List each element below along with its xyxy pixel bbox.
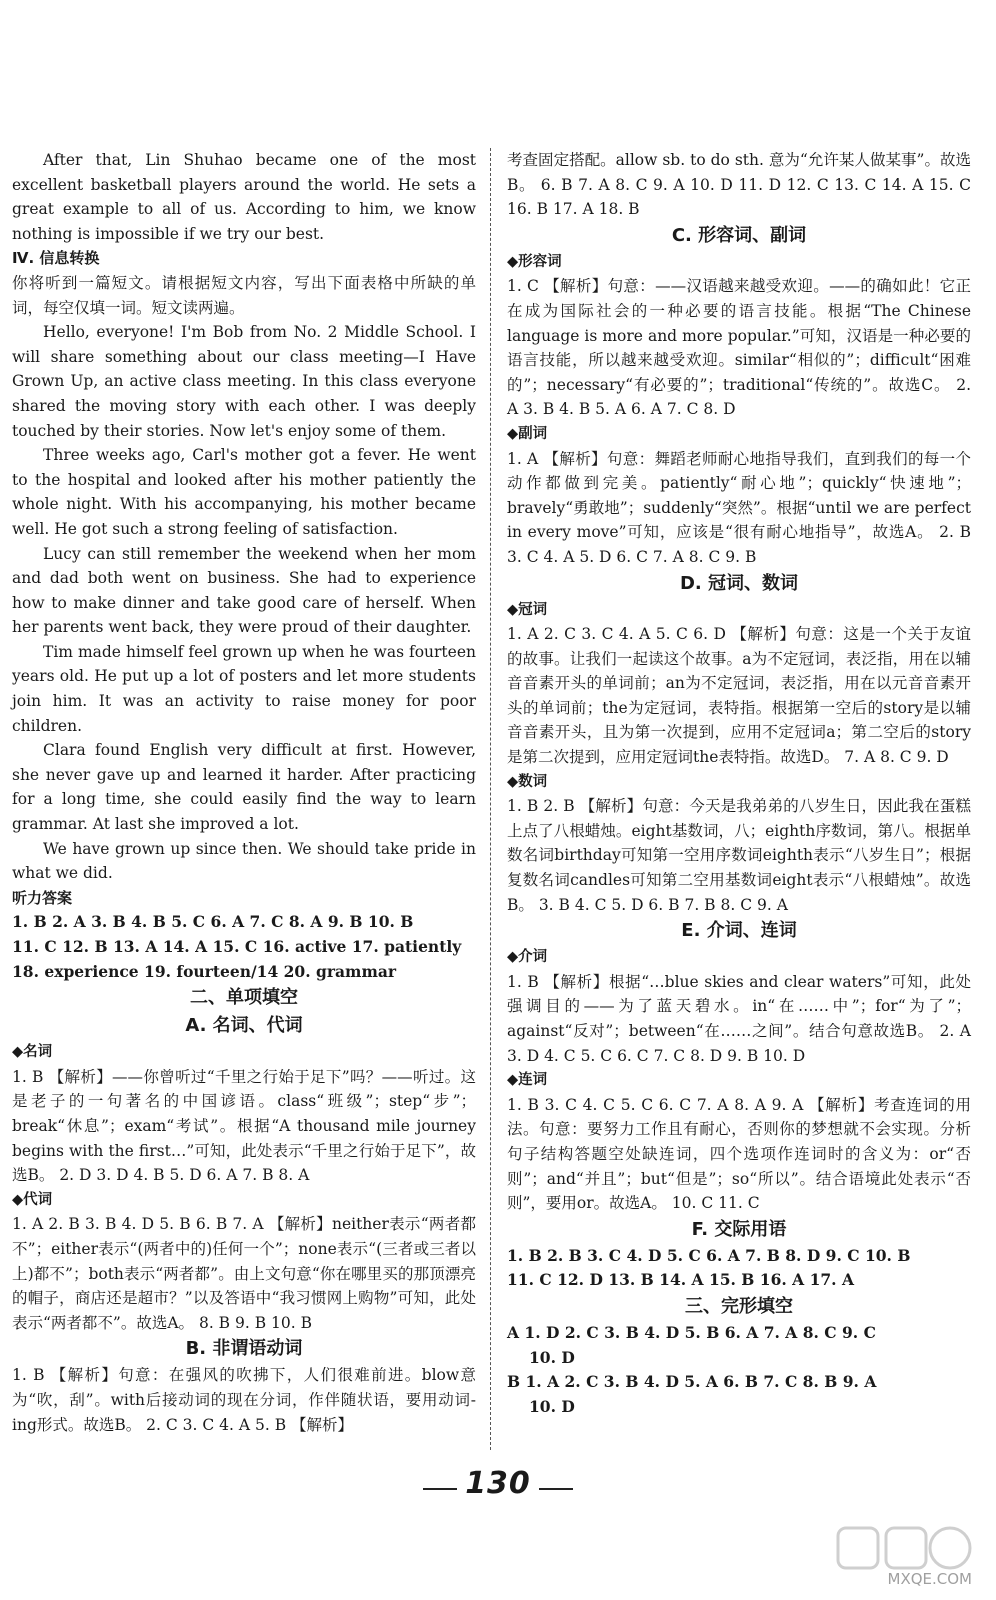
answer-explanation: 1. A 2. C 3. C 4. A 5. C 6. D 【解析】句意：这是一个关于友谊的故事。让我们一起读这个故事。a为不定冠词，表泛指，用在以辅音音素开头的单词前；an为不定冠词，表泛指，用在以元音音素开头的单词前；the为定冠词，表特指。根据第一空后的story是以辅音音素开头，且为第一次提到，应用不定冠词a；第二空后的story是第二次提到，应用定冠词the表特指。故选D。 7. A 8. C 9. D (507, 625, 971, 767)
footer-dash-right (539, 1488, 573, 1490)
answer-line: A 1. D 2. C 3. B 4. D 5. B 6. A 7. A 8. C 9. C (507, 1322, 876, 1342)
part-title-single-choice: 二、单项填空 (190, 987, 298, 1009)
subsection-title-conjunctions: ◆连词 (507, 1072, 548, 1089)
left-column (12, 148, 476, 1437)
answer-explanation: 1. B 【解析】根据“…blue skies and clear waters”可知，此处强调目的——为了蓝天碧水。in“在……中”；for“为了”；against“反对”；between“在……之间”。结合句意故选B。 2. A 3. D 4. C 5. C 6. C 7. C 8. D 9. B 10. D (507, 972, 971, 1065)
answer-explanation: 1. B 2. B 【解析】句意：今天是我弟弟的八岁生日，因此我在蛋糕上点了八根蜡烛。eight基数词，八；eighth序数词，第八。根据单数名词birthday可知第一空用序数词eighth表示“八岁生日”；根据复数名词candles可知第二空用基数词eight表示“八根蜡烛”。故选B。 3. B 4. C 5. D 6. B 7. B 8. C 9. A (507, 797, 971, 914)
section-title-nonfinite-verbs: B. 非谓语动词 (185, 1338, 303, 1360)
section-title-prepositions-conjunctions: E. 介词、连词 (681, 920, 797, 942)
passage-paragraph: After that, Lin Shuhao became one of the most excellent basketball players around the world. He sets a great example to all of us. According to him, we know nothing is impossible if we try our best. (12, 151, 476, 243)
subsection-title-pronouns: ◆代词 (12, 1191, 53, 1208)
passage-paragraph: Tim made himself feel grown up when he was fourteen years old. He put up a lot of posters and let more students join him. It was an activity to raise money for poor children. (12, 642, 476, 735)
section-title-adjectives-adverbs: C. 形容词、副词 (671, 224, 807, 246)
subsection-title-numerals: ◆数词 (507, 773, 548, 790)
passage-paragraph: Hello, everyone! I'm Bob from No. 2 Middle School. I will share something about our class meeting—I Have Grown Up, an active class meeting. In this class everyone shared the moving story with each other. I was deeply touched by their stories. Now let's enjoy some of them. (12, 323, 476, 440)
answer-line: B 1. A 2. C 3. B 4. D 5. A 6. B 7. C 8. B 9. A (507, 1372, 877, 1392)
part-title-cloze: 三、完形填空 (685, 1295, 793, 1317)
passage-paragraph: Clara found English very difficult at first. However, she never gave up and learned it harder. After practicing for a long time, she could easily find the way to learn grammar. At last she improved a lot. (12, 741, 476, 834)
section-title-info-transfer: Ⅳ. 信息转换 (12, 249, 100, 268)
answer-explanation: 考查固定搭配。allow sb. to do sth. 意为“允许某人做某事”。故选B。 6. B 7. A 8. C 9. A 10. D 11. D 12. C 13. C 14. A 15. C 16. B 17. A 18. B (507, 151, 971, 219)
answer-explanation: 1. B 3. C 4. C 5. C 6. C 7. A 8. A 9. A 【解析】考查连词的用法。句意：要努力工作且有耐心，否则你的梦想就不会实现。分析句子结构答题空处缺连词，四个选项作连词时的含义为：or“否则”；and“并且”；but“但是”；so“所以”。结合语境此处表示“否则”，要用or。故选A。 10. C 11. C (507, 1095, 971, 1213)
answer-explanation: 1. B 【解析】句意：在强风的吹拂下，人们很难前进。blow意为“吹，刮”。with后接动词的现在分词，作伴随状语，要用动词-ing形式。故选B。 2. C 3. C 4. A 5. B 【解析】 (12, 1366, 476, 1434)
answer-line: 1. B 2. B 3. C 4. D 5. C 6. A 7. B 8. D 9. C 10. B (507, 1245, 911, 1265)
passage-paragraph: Lucy can still remember the weekend when her mom and dad both went on business. She had to experience how to make dinner and take good care of herself. When her parents went back, they were proud of their daughter. (12, 544, 476, 637)
footer-dash-left (423, 1488, 457, 1490)
answer-explanation: 1. A 【解析】句意：舞蹈老师耐心地指导我们，直到我们的每一个动作都做到完美。patiently“耐心地”；quickly“快速地”；bravely“勇敢地”；suddenly“突然”。根据“until we are perfect in every move”可知，应该是“很有耐心地指导”，故选A。 2. B 3. C 4. A 5. D 6. C 7. A 8. C 9. B (507, 449, 971, 566)
answer-explanation: 1. B 【解析】——你曾听过“千里之行始于足下”吗？——听过。这是老子的一句著名的中国谚语。class“班级”；step“步”；break“休息”；exam“考试”。根据“A thousand mile journey begins with the first…”可知，此处表示“千里之行始于足下”，故选B。 2. D 3. D 4. B 5. D 6. A 7. B 8. A (12, 1067, 476, 1185)
passage-paragraph: Three weeks ago, Carl's mother got a fever. He went to the hospital and looked after his mother patiently the whole night. With his accompanying, his mother became well. He got such a strong feeling of satisfaction. (12, 446, 476, 538)
subsection-title-nouns: ◆名词 (12, 1044, 53, 1061)
section-title-nouns-pronouns: A. 名词、代词 (185, 1015, 303, 1037)
page-footer (0, 1466, 996, 1501)
section-title-communication: F. 交际用语 (691, 1218, 787, 1240)
answer-line: 10. D (529, 1347, 575, 1367)
right-column (507, 148, 971, 1419)
section-title-articles-numerals: D. 冠词、数词 (679, 572, 799, 594)
subsection-title-articles: ◆冠词 (507, 601, 548, 618)
passage-paragraph: We have grown up since then. We should take pride in what we did. (12, 839, 476, 883)
answer-line: 11. C 12. B 13. A 14. A 15. C 16. active 17. patiently (12, 937, 462, 956)
subsection-title-adverbs: ◆副词 (507, 425, 548, 442)
answer-line: 1. B 2. A 3. B 4. B 5. C 6. A 7. C 8. A 9. B 10. B (12, 912, 414, 932)
answer-line: 11. C 12. D 13. B 14. A 15. B 16. A 17. A (507, 1270, 854, 1290)
answer-line: 18. experience 19. fourteen/14 20. grammar (12, 961, 397, 981)
answer-explanation: 1. C 【解析】句意：——汉语越来越受欢迎。——的确如此！它正在成为国际社会的一种必要的语言技能。根据“The Chinese language is more and more popular.”可知，汉语是一种必要的语言技能，所以越来越受欢迎。similar“相似的”；difficult“困难的”；necessary“有必要的”；traditional“传统的”。故选C。 2. A 3. B 4. B 5. A 6. A 7. C 8. D (507, 277, 971, 419)
subsection-title-prepositions: ◆介词 (507, 949, 548, 966)
section-instructions: 你将听到一篇短文。请根据短文内容，写出下面表格中所缺的单词，每空仅填一词。短文读两遍。 (12, 273, 476, 317)
answer-explanation: 1. A 2. B 3. B 4. D 5. B 6. B 7. A 【解析】neither表示“两者都不”；either表示“(两者中的)任何一个”；none表示“(三者或三者以上)都不”；both表示“两者都”。由上文句意“你在哪里买的那顶漂亮的帽子，商店还是超市？”以及答语中“我习惯网上购物”可知，此处表示“两者都不”。故选A。 8. B 9. B 10. B (12, 1215, 476, 1332)
listening-answers-title: 听力答案 (12, 888, 73, 907)
watermark-text: MXQE.COM (887, 1570, 972, 1588)
page-number: 130 (465, 1466, 531, 1501)
column-divider (490, 148, 491, 1450)
answer-line: 10. D (529, 1396, 575, 1416)
subsection-title-adjectives: ◆形容词 (507, 253, 562, 270)
